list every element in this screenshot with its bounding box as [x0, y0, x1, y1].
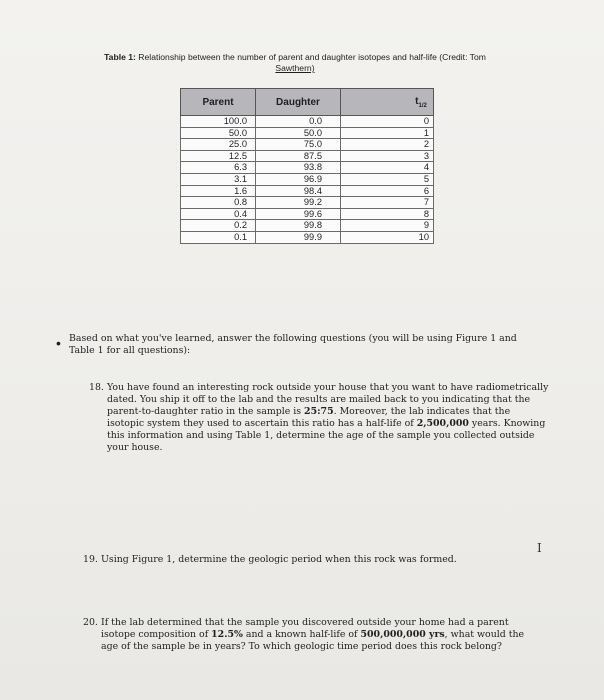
half-life-cell: 5 — [409, 173, 434, 185]
daughter-cell: 99.9 — [256, 231, 341, 243]
header-half-life — [409, 89, 434, 116]
question-18 — [89, 382, 549, 454]
half-life-cell: 0 — [409, 116, 434, 128]
parent-cell: 0.8 — [181, 197, 256, 209]
table-row — [181, 162, 434, 174]
header-half-life-t: t — [415, 95, 419, 107]
header-gap — [341, 89, 410, 116]
half-life-cell: 9 — [409, 220, 434, 232]
table-caption — [70, 52, 520, 74]
table-row — [181, 116, 434, 128]
parent-cell: 1.6 — [181, 185, 256, 197]
gap-cell — [341, 208, 410, 220]
daughter-cell: 87.5 — [256, 150, 341, 162]
table-row — [181, 220, 434, 232]
table-row — [181, 127, 434, 139]
half-life-cell: 10 — [409, 231, 434, 243]
daughter-cell: 0.0 — [256, 116, 341, 128]
table-row — [181, 208, 434, 220]
gap-cell — [341, 150, 410, 162]
question-19-number: 19. — [83, 554, 98, 565]
daughter-cell: 98.4 — [256, 185, 341, 197]
header-half-life-sub: 1/2 — [418, 102, 427, 109]
q18-text-1: You have found an interesting rock outside your house that you want to have radiometrically dated. You ship it off to the lab and the results are mailed back to you indicating that the parent-to-daughter ratio in the sample is — [107, 382, 549, 417]
gap-cell — [341, 162, 410, 174]
q18-halflife: 2,500,000 — [416, 418, 469, 429]
parent-cell: 0.1 — [181, 231, 256, 243]
q20-text-1: If the lab determined that the sample you discovered outside your home had a parent isotope composition of — [101, 617, 509, 640]
table-row — [181, 185, 434, 197]
question-20 — [83, 617, 543, 653]
gap-cell — [341, 116, 410, 128]
gap-cell — [341, 220, 410, 232]
caption-text: Relationship between the number of parent and daughter isotopes and half-life (Credit: Tom — [138, 52, 486, 62]
table-row — [181, 231, 434, 243]
daughter-cell: 50.0 — [256, 127, 341, 139]
daughter-cell: 99.2 — [256, 197, 341, 209]
intro-text: Based on what you've learned, answer the following questions (you will be using Figure 1 and Table 1 for all questions): — [69, 333, 517, 356]
question-19-body: Using Figure 1, determine the geologic period when this rock was formed. — [101, 554, 457, 565]
gap-cell — [341, 197, 410, 209]
text-cursor-icon: I — [537, 541, 542, 555]
q18-text-2: . Moreover, the lab indicates that the isotopic system they used to ascertain this ratio has a half-life of — [107, 406, 511, 429]
parent-cell: 3.1 — [181, 173, 256, 185]
q20-text-3: , what would the age of the sample be in years? To which geologic time period does this rock belong? — [101, 629, 525, 652]
gap-cell — [341, 127, 410, 139]
q20-halflife: 500,000,000 yrs — [360, 629, 445, 640]
parent-cell: 25.0 — [181, 139, 256, 151]
question-20-body — [101, 617, 543, 653]
q20-text-2: and a known half-life of — [242, 629, 361, 640]
half-life-cell: 4 — [409, 162, 434, 174]
question-19 — [83, 554, 543, 566]
q18-text-3: years. Knowing this information and using Table 1, determine the age of the sample you collected outside your house. — [107, 418, 546, 453]
half-life-cell: 1 — [409, 127, 434, 139]
gap-cell — [341, 173, 410, 185]
daughter-cell: 93.8 — [256, 162, 341, 174]
caption-label: Table 1: — [104, 52, 136, 62]
bullet-marker: • — [56, 335, 61, 351]
question-18-body — [107, 382, 549, 454]
question-18-number: 18. — [89, 382, 104, 393]
parent-cell: 100.0 — [181, 116, 256, 128]
table-row — [181, 139, 434, 151]
isotope-table — [180, 88, 434, 244]
parent-cell: 0.4 — [181, 208, 256, 220]
half-life-cell: 8 — [409, 208, 434, 220]
parent-cell: 6.3 — [181, 162, 256, 174]
q18-ratio: 25:75 — [304, 406, 334, 417]
table-row — [181, 197, 434, 209]
daughter-cell: 75.0 — [256, 139, 341, 151]
daughter-cell: 96.9 — [256, 173, 341, 185]
gap-cell — [341, 231, 410, 243]
caption-credit: Sawthern) — [275, 63, 315, 73]
header-daughter: Daughter — [256, 89, 341, 116]
daughter-cell: 99.6 — [256, 208, 341, 220]
header-parent: Parent — [181, 89, 256, 116]
half-life-cell: 2 — [409, 139, 434, 151]
table-row — [181, 173, 434, 185]
parent-cell: 50.0 — [181, 127, 256, 139]
question-20-number: 20. — [83, 617, 98, 628]
half-life-cell: 6 — [409, 185, 434, 197]
gap-cell — [341, 185, 410, 197]
daughter-cell: 99.8 — [256, 220, 341, 232]
parent-cell: 0.2 — [181, 220, 256, 232]
gap-cell — [341, 139, 410, 151]
table-row — [181, 150, 434, 162]
half-life-cell: 3 — [409, 150, 434, 162]
parent-cell: 12.5 — [181, 150, 256, 162]
table-header-row — [181, 89, 434, 116]
q20-percent: 12.5% — [211, 629, 243, 640]
half-life-cell: 7 — [409, 197, 434, 209]
